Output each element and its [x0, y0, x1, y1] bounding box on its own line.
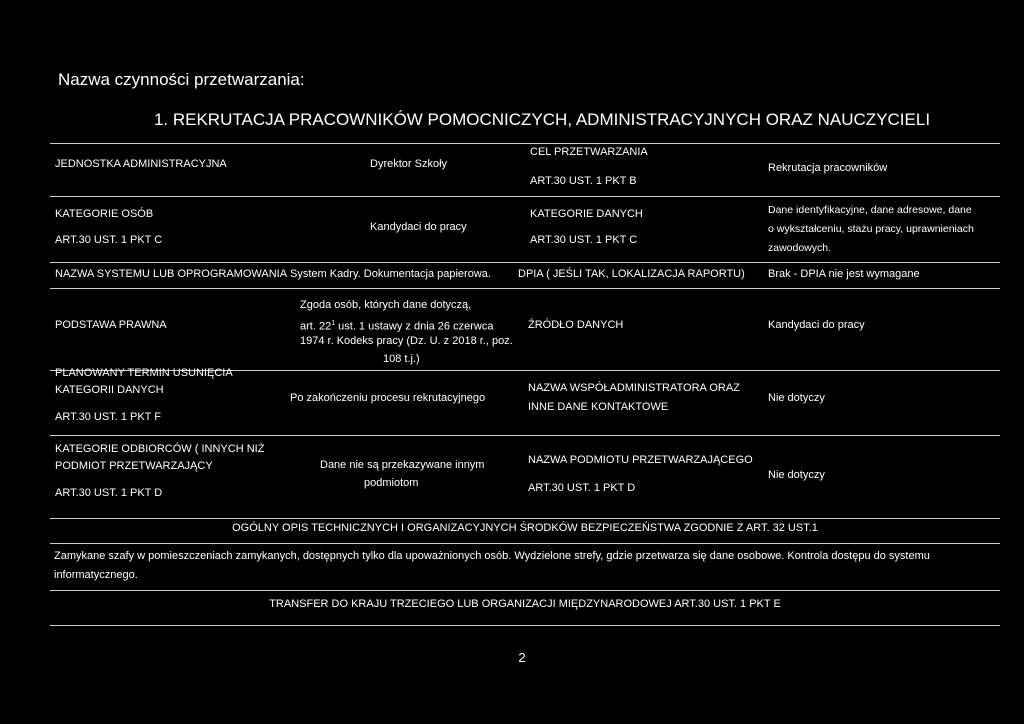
security-heading: OGÓLNY OPIS TECHNICZNYCH I ORGANIZACYJNYCH ŚRODKÓW BEZPIECZEŃSTWA ZGODNIE Z ART. 32 UST.1: [232, 522, 818, 534]
podmiot-label: NAZWA PODMIOTU PRZETWARZAJĄCEGO: [528, 454, 753, 466]
termin-value: Po zakończeniu procesu rekrutacyjnego: [290, 392, 486, 404]
kat-danych-value-3: zawodowych.: [768, 242, 832, 254]
wspoladmin-label-2: INNE DANE KONTAKTOWE: [528, 401, 669, 413]
kat-osob-ref: ART.30 UST. 1 PKT C: [55, 234, 163, 246]
wspoladmin-label-1: NAZWA WSPÓŁADMINISTRATORA ORAZ: [528, 382, 740, 394]
termin-label-1: PLANOWANY TERMIN USUNIĘCIA: [55, 367, 233, 379]
podstawa-value-2a: art. 22: [300, 320, 332, 333]
zrodlo-label: ŹRÓDŁO DANYCH: [528, 319, 624, 331]
podstawa-value-2sup: 1: [331, 320, 336, 327]
jednostka-label: JEDNOSTKA ADMINISTRACYJNA: [55, 158, 227, 170]
divider: [50, 262, 1000, 263]
podmiot-value: Nie dotyczy: [768, 469, 825, 481]
podstawa-value-3: 1974 r. Kodeks pracy (Dz. U. z 2018 r., poz.: [300, 335, 513, 347]
divider: [50, 196, 1000, 197]
podstawa-value-2b: ust. 1 ustawy z dnia 26 czerwca: [335, 320, 494, 333]
odbiorcy-label-2: PODMIOT PRZETWARZAJĄCY: [55, 460, 213, 472]
heading: Nazwa czynności przetwarzania:: [58, 70, 305, 89]
podstawa-value-4: 108 t.j.): [383, 353, 420, 365]
kat-danych-value-2: o wykształceniu, stażu pracy, uprawnieniach: [768, 223, 974, 235]
termin-ref: ART.30 UST. 1 PKT F: [55, 411, 161, 423]
odbiorcy-value-1: Dane nie są przekazywane innym: [320, 459, 485, 471]
kat-osob-value: Kandydaci do pracy: [370, 221, 467, 233]
divider: [50, 143, 1000, 144]
divider: [50, 288, 1000, 289]
dpia-value: Brak - DPIA nie jest wymagane: [768, 268, 920, 280]
kat-osob-label: KATEGORIE OSÓB: [55, 208, 154, 220]
page-number: 2: [518, 650, 526, 665]
odbiorcy-label-1: KATEGORIE ODBIORCÓW ( INNYCH NIŻ: [55, 443, 265, 455]
jednostka-value: Dyrektor Szkoły: [370, 158, 448, 170]
cel-label: CEL PRZETWARZANIA: [530, 146, 648, 158]
document-title: 1. REKRUTACJA PRACOWNIKÓW POMOCNICZYCH, ADMINISTRACYJNYCH ORAZ NAUCZYCIELI: [153, 110, 931, 129]
security-text-2: informatycznego.: [54, 569, 138, 581]
cel-ref: ART.30 UST. 1 PKT B: [530, 175, 637, 187]
podmiot-ref: ART.30 UST. 1 PKT D: [528, 482, 636, 494]
kat-danych-ref: ART.30 UST. 1 PKT C: [530, 234, 638, 246]
podstawa-label: PODSTAWA PRAWNA: [55, 319, 167, 331]
odbiorcy-ref: ART.30 UST. 1 PKT D: [55, 487, 163, 499]
cel-value: Rekrutacja pracowników: [768, 162, 888, 174]
odbiorcy-value-2: podmiotom: [364, 477, 419, 489]
divider: [50, 590, 1000, 591]
wspoladmin-value: Nie dotyczy: [768, 392, 825, 404]
divider: [50, 543, 1000, 544]
podstawa-value-1: Zgoda osób, których dane dotyczą,: [300, 299, 472, 311]
security-text-1: Zamykane szafy w pomieszczeniach zamykanych, dostępnych tylko dla upoważnionych osób. Wydzielone strefy, gdzie przetwarza się dane osobowe. Kontrola dostępu do systemu: [54, 550, 930, 562]
divider: [50, 435, 1000, 436]
system-value: System Kadry. Dokumentacja papierowa.: [290, 268, 491, 280]
divider: [50, 625, 1000, 626]
transfer-heading: TRANSFER DO KRAJU TRZECIEGO LUB ORGANIZACJI MIĘDZYNARODOWEJ ART.30 UST. 1 PKT E: [269, 598, 781, 610]
divider: [50, 518, 1000, 519]
dpia-label: DPIA ( JEŚLI TAK, LOKALIZACJA RAPORTU): [518, 268, 745, 280]
system-label: NAZWA SYSTEMU LUB OPROGRAMOWANIA: [55, 268, 288, 280]
zrodlo-value: Kandydaci do pracy: [768, 319, 865, 331]
kat-danych-value-1: Dane identyfikacyjne, dane adresowe, dane: [768, 204, 972, 216]
termin-label-2: KATEGORII DANYCH: [55, 384, 164, 396]
kat-danych-label: KATEGORIE DANYCH: [530, 208, 643, 220]
